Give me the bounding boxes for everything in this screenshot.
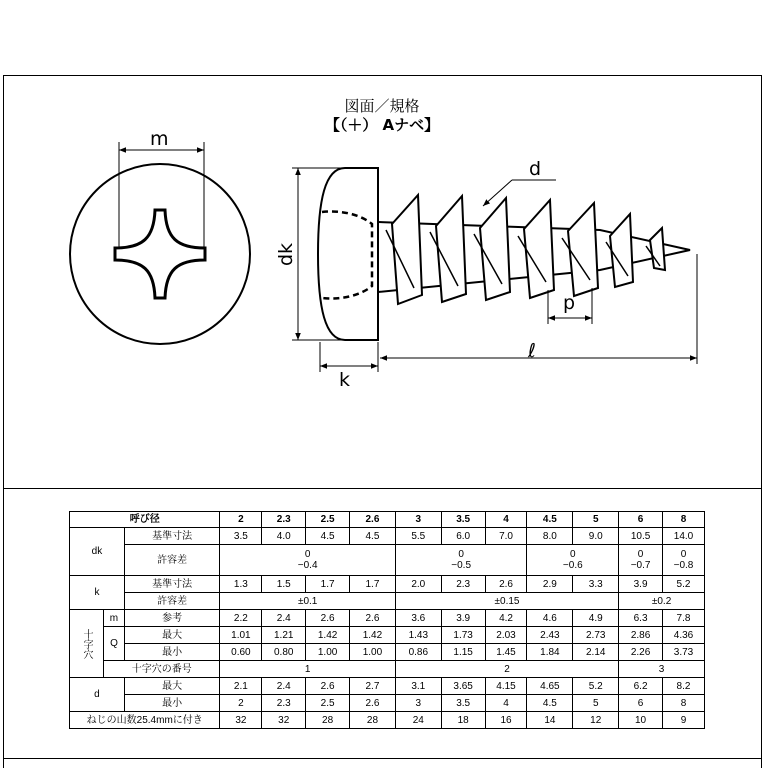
value-cell: 2.3: [262, 695, 306, 712]
head-top-view: [70, 164, 250, 344]
table-row: [70, 627, 705, 644]
cross-recess-shape: [115, 210, 205, 298]
value-cell: 4.6: [527, 610, 573, 627]
value-cell: 3.3: [573, 576, 619, 593]
value-cell: 7.8: [663, 610, 705, 627]
value-cell: 8.0: [527, 528, 573, 545]
tolerance-upper: 0: [637, 549, 644, 560]
row-label: 最小: [124, 644, 220, 661]
k-label: k: [70, 576, 125, 610]
value-cell: 2.0: [395, 576, 441, 593]
value-cell: 2: [220, 512, 262, 528]
value-cell: 2.03: [485, 627, 527, 644]
value-cell: 8: [663, 695, 705, 712]
tolerance-lower: −0.6: [562, 560, 583, 571]
tolerance-lower: −0.7: [630, 560, 651, 571]
value-cell: 1.42: [306, 627, 350, 644]
table-row: [70, 644, 705, 661]
value-cell: 0.86: [395, 644, 441, 661]
value-cell: 1.45: [485, 644, 527, 661]
table-row: [70, 593, 705, 610]
value-cell: 2.6: [306, 678, 350, 695]
value-cell: 6.2: [619, 678, 663, 695]
table-row: [70, 678, 705, 695]
value-cell: 1.7: [350, 576, 396, 593]
screw-side-view: [318, 168, 690, 340]
value-cell: 0.80: [262, 644, 306, 661]
value-cell: 2.6: [306, 610, 350, 627]
value-cell: 6.0: [441, 528, 485, 545]
value-cell: 1.84: [527, 644, 573, 661]
row-label: 最大: [124, 627, 220, 644]
value-cell: 6: [619, 695, 663, 712]
value-cell: 2.14: [573, 644, 619, 661]
value-cell: 3.5: [220, 528, 262, 545]
tolerance-cell: ±0.15: [395, 593, 618, 610]
value-cell: 2.43: [527, 627, 573, 644]
tolerance-cell: ±0.1: [220, 593, 395, 610]
recess-number-cell: 3: [619, 661, 705, 678]
value-cell: 8.2: [663, 678, 705, 695]
value-cell: 1.00: [350, 644, 396, 661]
value-cell: 2.1: [220, 678, 262, 695]
value-cell: 24: [395, 712, 441, 729]
value-cell: 7.0: [485, 528, 527, 545]
value-cell: 12: [573, 712, 619, 729]
label-d: d: [529, 158, 542, 180]
table-row: [70, 712, 705, 729]
value-cell: 2.26: [619, 644, 663, 661]
value-cell: 3: [395, 512, 441, 528]
recess-number-cell: 2: [395, 661, 618, 678]
tolerance-cell: [527, 545, 619, 576]
value-cell: 2.3: [262, 512, 306, 528]
tolerance-upper: 0: [570, 549, 576, 560]
q-label: Q: [104, 627, 125, 661]
value-cell: 3.5: [441, 512, 485, 528]
value-cell: 28: [306, 712, 350, 729]
value-cell: 2.4: [262, 678, 306, 695]
drawing-title: 図面／規格: [344, 97, 420, 115]
value-cell: 32: [220, 712, 262, 729]
table-row: [70, 512, 705, 528]
frame-bottom-edge: [3, 758, 762, 759]
value-cell: 5: [573, 695, 619, 712]
tolerance-upper: 0: [680, 549, 687, 560]
tolerance-cell: [220, 545, 395, 576]
header-label: 呼び径: [70, 512, 220, 528]
row-label: 最大: [124, 678, 220, 695]
value-cell: 2: [220, 695, 262, 712]
value-cell: 2.9: [527, 576, 573, 593]
value-cell: 3.6: [395, 610, 441, 627]
tolerance-upper: 0: [304, 549, 311, 560]
value-cell: 4.15: [485, 678, 527, 695]
value-cell: 4.2: [485, 610, 527, 627]
value-cell: 4.36: [663, 627, 705, 644]
tolerance-cell: [663, 545, 705, 576]
spec-table-body: [70, 512, 705, 729]
value-cell: 3.5: [441, 695, 485, 712]
value-cell: 32: [262, 712, 306, 729]
d-label: d: [70, 678, 125, 712]
value-cell: 1.73: [441, 627, 485, 644]
tolerance-upper: 0: [458, 549, 464, 560]
value-cell: 4.9: [573, 610, 619, 627]
label-l: ℓ: [528, 340, 536, 362]
value-cell: 4.0: [262, 528, 306, 545]
value-cell: 1.15: [441, 644, 485, 661]
value-cell: 2.3: [441, 576, 485, 593]
value-cell: 4.5: [306, 528, 350, 545]
value-cell: 8: [663, 512, 705, 528]
dim-m: [119, 142, 204, 248]
value-cell: 3.73: [663, 644, 705, 661]
tolerance-lower: −0.8: [673, 560, 694, 571]
value-cell: 1.21: [262, 627, 306, 644]
value-cell: 4: [485, 512, 527, 528]
value-cell: 1.01: [220, 627, 262, 644]
m-label: m: [104, 610, 125, 627]
value-cell: 4.5: [527, 695, 573, 712]
recess-number-cell: 1: [220, 661, 395, 678]
value-cell: 10: [619, 712, 663, 729]
value-cell: 4.65: [527, 678, 573, 695]
value-cell: 16: [485, 712, 527, 729]
value-cell: 2.6: [350, 610, 396, 627]
value-cell: 1.3: [220, 576, 262, 593]
row-label: 十字穴の番号: [104, 661, 220, 678]
value-cell: 3.9: [619, 576, 663, 593]
spec-table: [69, 511, 705, 729]
value-cell: 1.00: [306, 644, 350, 661]
cross-recess-label: 十字穴: [70, 610, 104, 678]
value-cell: 3.1: [395, 678, 441, 695]
table-row: [70, 610, 705, 627]
row-label: 参考: [124, 610, 220, 627]
table-row: [70, 545, 705, 576]
value-cell: 4: [485, 695, 527, 712]
value-cell: 1.43: [395, 627, 441, 644]
value-cell: 5.5: [395, 528, 441, 545]
head-circle: [70, 164, 250, 344]
dk-label: dk: [70, 528, 125, 576]
value-cell: 2.73: [573, 627, 619, 644]
value-cell: 1.42: [350, 627, 396, 644]
value-cell: 2.86: [619, 627, 663, 644]
value-cell: 2.7: [350, 678, 396, 695]
value-cell: 2.6: [485, 576, 527, 593]
drawing-subtitle: 【（＋） Aナベ】: [324, 116, 440, 134]
thread-crests: [392, 195, 665, 304]
tolerance-cell: [619, 545, 663, 576]
value-cell: 2.2: [220, 610, 262, 627]
label-k: k: [339, 369, 351, 391]
value-cell: 28: [350, 712, 396, 729]
label-dk: dk: [275, 242, 298, 267]
value-cell: 2.6: [350, 512, 396, 528]
value-cell: 2.5: [306, 512, 350, 528]
row-label: 基準寸法: [124, 528, 220, 545]
value-cell: 0.60: [220, 644, 262, 661]
value-cell: 6: [619, 512, 663, 528]
row-label: 許容差: [124, 593, 220, 610]
value-cell: 5.2: [573, 678, 619, 695]
row-label: 最小: [124, 695, 220, 712]
value-cell: 14: [527, 712, 573, 729]
dim-k: [320, 342, 378, 372]
label-m: m: [150, 128, 169, 150]
value-cell: 2.5: [306, 695, 350, 712]
value-cell: 14.0: [663, 528, 705, 545]
value-cell: 6.3: [619, 610, 663, 627]
value-cell: 3.65: [441, 678, 485, 695]
tolerance-lower: −0.5: [451, 560, 472, 571]
value-cell: 5: [573, 512, 619, 528]
value-cell: 10.5: [619, 528, 663, 545]
value-cell: 3: [395, 695, 441, 712]
value-cell: 5.2: [663, 576, 705, 593]
value-cell: 9: [663, 712, 705, 729]
label-p: p: [563, 292, 576, 314]
value-cell: 18: [441, 712, 485, 729]
screw-head: [318, 168, 378, 340]
table-row: [70, 576, 705, 593]
table-row: [70, 661, 705, 678]
row-label: ねじの山数25.4mmに付き: [70, 712, 220, 729]
value-cell: 4.5: [350, 528, 396, 545]
leader-d: [483, 180, 556, 206]
value-cell: 1.7: [306, 576, 350, 593]
tolerance-lower: −0.4: [297, 560, 318, 571]
value-cell: 2.6: [350, 695, 396, 712]
value-cell: 2.4: [262, 610, 306, 627]
row-label: 基準寸法: [124, 576, 220, 593]
table-row: [70, 695, 705, 712]
value-cell: 3.9: [441, 610, 485, 627]
tolerance-cell: [395, 545, 527, 576]
value-cell: 1.5: [262, 576, 306, 593]
tolerance-cell: ±0.2: [619, 593, 705, 610]
row-label: 許容差: [124, 545, 220, 576]
table-row: [70, 528, 705, 545]
value-cell: 4.5: [527, 512, 573, 528]
value-cell: 9.0: [573, 528, 619, 545]
